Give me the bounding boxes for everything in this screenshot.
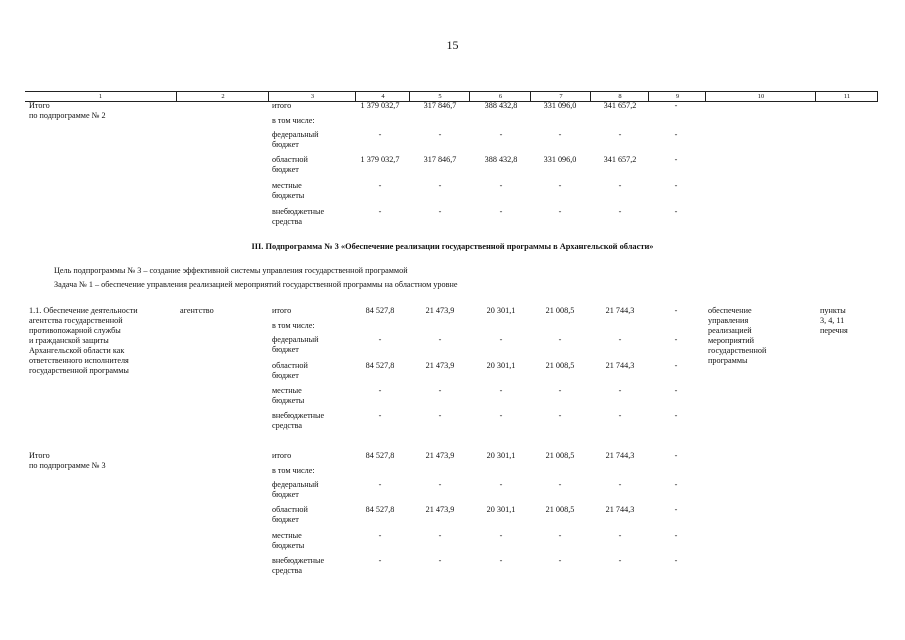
- row-label: средства: [272, 421, 303, 430]
- value-cell: 21 744,3: [605, 361, 635, 370]
- header-col-3: 3: [268, 92, 356, 101]
- header-col-8: 8: [590, 92, 649, 101]
- row-label: бюджет: [272, 165, 299, 174]
- col9-cell: -: [674, 556, 678, 565]
- col9-cell: -: [674, 130, 678, 139]
- value-cell: -: [618, 480, 622, 489]
- header-col-6: 6: [469, 92, 531, 101]
- col9-cell: -: [674, 480, 678, 489]
- header-col-11: 11: [815, 92, 878, 101]
- row-label: в том числе:: [272, 116, 315, 125]
- value-cell: -: [438, 207, 442, 216]
- value-cell: 20 301,1: [486, 505, 516, 514]
- value-cell: -: [499, 386, 503, 395]
- value-cell: -: [499, 130, 503, 139]
- row-label: внебюджетные: [272, 207, 325, 216]
- value-cell: -: [438, 386, 442, 395]
- row-label: итого: [272, 451, 292, 460]
- header-col-1: 1: [98, 93, 103, 100]
- goal-text: Цель подпрограммы № 3 – создание эффективной системы управления государственной программой: [54, 266, 408, 275]
- ref-line: 3, 4, 11: [820, 316, 845, 325]
- value-cell: 20 301,1: [486, 361, 516, 370]
- value-cell: -: [499, 181, 503, 190]
- value-cell: -: [499, 207, 503, 216]
- result-line: мероприятий: [708, 336, 754, 345]
- block-title-line: агентства государственной: [29, 316, 123, 325]
- row-label: областной: [272, 155, 308, 164]
- value-cell: -: [558, 556, 562, 565]
- value-cell: -: [618, 335, 622, 344]
- value-cell: 1 379 032,7: [360, 101, 400, 110]
- value-cell: -: [618, 130, 622, 139]
- value-cell: 84 527,8: [365, 505, 395, 514]
- row-label: в том числе:: [272, 321, 315, 330]
- header-col-2: 2: [176, 92, 269, 101]
- value-cell: -: [499, 411, 503, 420]
- value-cell: -: [378, 207, 382, 216]
- value-cell: -: [438, 130, 442, 139]
- value-cell: 331 096,0: [543, 101, 577, 110]
- result-line: обеспечение: [708, 306, 752, 315]
- value-cell: -: [618, 386, 622, 395]
- value-cell: 21 008,5: [545, 361, 575, 370]
- task-text: Задача № 1 – обеспечение управления реализацией мероприятий государственной программы на областном уровне: [54, 280, 458, 289]
- value-cell: 21 473,9: [425, 505, 455, 514]
- row-label: внебюджетные: [272, 556, 325, 565]
- header-col-4: 4: [355, 92, 410, 101]
- value-cell: -: [438, 531, 442, 540]
- row-label: средства: [272, 217, 303, 226]
- row-label: в том числе:: [272, 466, 315, 475]
- value-cell: 21 008,5: [545, 505, 575, 514]
- page-number: 15: [446, 38, 459, 52]
- value-cell: -: [618, 207, 622, 216]
- value-cell: -: [499, 556, 503, 565]
- value-cell: -: [438, 335, 442, 344]
- row-label: федеральный: [272, 130, 319, 139]
- value-cell: 388 432,8: [484, 155, 518, 164]
- value-cell: -: [558, 207, 562, 216]
- block-title-line: по подпрограмме № 3: [29, 461, 106, 470]
- value-cell: -: [378, 335, 382, 344]
- value-cell: 20 301,1: [486, 451, 516, 460]
- value-cell: 21 744,3: [605, 451, 635, 460]
- col9-cell: -: [674, 155, 678, 164]
- value-cell: 331 096,0: [543, 155, 577, 164]
- col9-cell: -: [674, 306, 678, 315]
- value-cell: 388 432,8: [484, 101, 518, 110]
- value-cell: -: [438, 556, 442, 565]
- row-label: бюджет: [272, 371, 299, 380]
- result-line: программы: [708, 356, 748, 365]
- value-cell: -: [618, 181, 622, 190]
- block-title-line: государственной программы: [29, 366, 129, 375]
- value-cell: -: [378, 130, 382, 139]
- value-cell: 84 527,8: [365, 451, 395, 460]
- col9-cell: -: [674, 531, 678, 540]
- section-heading: III. Подпрограмма № 3 «Обеспечение реализации государственной программы в Архангельской области»: [251, 242, 654, 251]
- result-line: государственной: [708, 346, 767, 355]
- block-title-line: Итого: [29, 451, 50, 460]
- row-label: местные: [272, 531, 302, 540]
- ref-line: пункты: [820, 306, 846, 315]
- col9-cell: -: [674, 101, 678, 110]
- value-cell: -: [618, 531, 622, 540]
- value-cell: -: [438, 411, 442, 420]
- row-label: местные: [272, 386, 302, 395]
- value-cell: 341 657,2: [603, 101, 637, 110]
- value-cell: -: [558, 480, 562, 489]
- row-label: бюджет: [272, 345, 299, 354]
- ref-line: перечня: [820, 326, 848, 335]
- row-label: бюджет: [272, 140, 299, 149]
- col9-cell: -: [674, 181, 678, 190]
- value-cell: -: [499, 335, 503, 344]
- result-line: реализацией: [708, 326, 752, 335]
- row-label: итого: [272, 306, 292, 315]
- block-title-line: и гражданской защиты: [29, 336, 109, 345]
- value-cell: 21 473,9: [425, 306, 455, 315]
- value-cell: 317 846,7: [423, 101, 457, 110]
- block-title-line: по подпрограмме № 2: [29, 111, 106, 120]
- row-label: областной: [272, 361, 308, 370]
- value-cell: 21 744,3: [605, 505, 635, 514]
- value-cell: 84 527,8: [365, 306, 395, 315]
- value-cell: 21 008,5: [545, 306, 575, 315]
- value-cell: -: [378, 556, 382, 565]
- header-col-5: 5: [409, 92, 470, 101]
- value-cell: -: [499, 531, 503, 540]
- header-col-7: 7: [530, 92, 591, 101]
- row-label: бюджеты: [272, 396, 305, 405]
- result-line: управления: [708, 316, 749, 325]
- value-cell: 21 744,3: [605, 306, 635, 315]
- row-label: бюджет: [272, 490, 299, 499]
- value-cell: -: [558, 130, 562, 139]
- header-col-10: 10: [705, 92, 816, 101]
- value-cell: -: [378, 386, 382, 395]
- value-cell: -: [558, 181, 562, 190]
- row-label: областной: [272, 505, 308, 514]
- block-title-line: Архангельской области как: [29, 346, 125, 355]
- value-cell: 20 301,1: [486, 306, 516, 315]
- row-label: внебюджетные: [272, 411, 325, 420]
- block-title-line: ответственного исполнителя: [29, 356, 129, 365]
- value-cell: 21 473,9: [425, 451, 455, 460]
- row-label: бюджет: [272, 515, 299, 524]
- col9-cell: -: [674, 505, 678, 514]
- value-cell: 1 379 032,7: [360, 155, 400, 164]
- value-cell: -: [438, 480, 442, 489]
- row-label: местные: [272, 181, 302, 190]
- col9-cell: -: [674, 451, 678, 460]
- block-title-line: противопожарной службы: [29, 326, 121, 335]
- col9-cell: -: [674, 207, 678, 216]
- col9-cell: -: [674, 411, 678, 420]
- value-cell: 21 473,9: [425, 361, 455, 370]
- value-cell: -: [378, 531, 382, 540]
- col9-cell: -: [674, 335, 678, 344]
- value-cell: -: [378, 181, 382, 190]
- row-label: бюджеты: [272, 191, 305, 200]
- value-cell: -: [499, 480, 503, 489]
- col9-cell: -: [674, 386, 678, 395]
- value-cell: -: [378, 480, 382, 489]
- col9-cell: -: [674, 361, 678, 370]
- row-label: средства: [272, 566, 303, 575]
- value-cell: 21 008,5: [545, 451, 575, 460]
- value-cell: -: [618, 556, 622, 565]
- value-cell: -: [558, 386, 562, 395]
- value-cell: -: [558, 531, 562, 540]
- row-label: бюджеты: [272, 541, 305, 550]
- value-cell: -: [438, 181, 442, 190]
- value-cell: 341 657,2: [603, 155, 637, 164]
- value-cell: -: [558, 411, 562, 420]
- value-cell: 84 527,8: [365, 361, 395, 370]
- block-title-line: Итого: [29, 101, 50, 110]
- value-cell: 317 846,7: [423, 155, 457, 164]
- row-label: федеральный: [272, 335, 319, 344]
- value-cell: -: [378, 411, 382, 420]
- header-col-9: 9: [648, 92, 706, 101]
- row-label: федеральный: [272, 480, 319, 489]
- block-title-line: 1.1. Обеспечение деятельности: [29, 306, 138, 315]
- row-label: итого: [272, 101, 292, 110]
- executor-text: агентство: [180, 306, 214, 315]
- value-cell: -: [558, 335, 562, 344]
- value-cell: -: [618, 411, 622, 420]
